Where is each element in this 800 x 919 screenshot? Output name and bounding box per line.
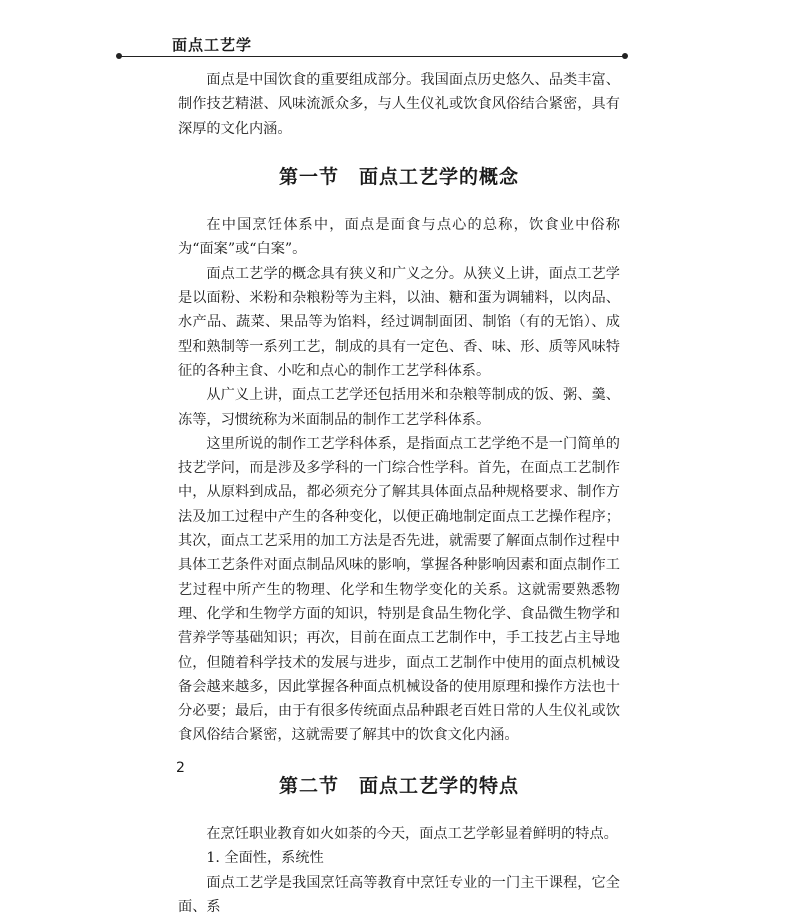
section-1-paragraph-2: 面点工艺学的概念具有狭义和广义之分。从狭义上讲，面点工艺学是以面粉、米粉和杂粮粉等为主料，以油、糖和蛋为调辅料，以肉品、水产品、蔬菜、果品等为馅料，经过调制面团、制馅（有的无馅）、成型和熟制等一系列工艺，制成的具有一定色、香、味、形、质等风味特征的各种主食、小吃和点心的制作工艺学科体系。 xyxy=(178,265,620,379)
section-2-intro: 在烹饪职业教育如火如荼的今天，面点工艺学彰显着鲜明的特点。 xyxy=(206,826,618,843)
section-1-title: 第一节 面点工艺学的概念 xyxy=(278,165,519,188)
section-1-paragraph-3: 从广义上讲，面点工艺学还包括用米和杂粮等制成的饭、粥、羹、冻等，习惯统称为米面制品的制作工艺学科体系。 xyxy=(178,387,620,428)
running-header: 面点工艺学 xyxy=(172,36,253,54)
section-2-paragraph: 面点工艺学是我国烹饪高等教育中烹饪专业的一门主干课程，它全面、系 xyxy=(178,874,620,915)
header-rule xyxy=(118,56,626,57)
section-1-paragraph-1: 在中国烹饪体系中，面点是面食与点心的总称，饮食业中俗称为“面案”或“白案”。 xyxy=(178,217,620,258)
section-1-paragraph-4: 这里所说的制作工艺学科体系，是指面点工艺学绝不是一门简单的技艺学问，而是涉及多学科的一门综合性学科。首先，在面点工艺制作中，从原料到成品，都必须充分了解其具体面点品种规格要求、制作方法及加工过程中产生的各种变化，以便正确地制定面点工艺操作程序；其次，面点工艺采用的加工方法是否先进，就需要了解面点制作过程中具体工艺条件对面点制品风味的影响，掌握各种影响因素和面点制作工艺过程中所产生的物理、化学和生物学变化的关系。这就需要熟悉物理、化学和生物学方面的知识，特别是食品生物化学、食品微生物学和营养学等基础知识；再次，目前在面点工艺制作中，手工技艺占主导地位，但随着科学技术的发展与进步，面点工艺制作中使用的面点机械设备会越来越多，因此掌握各种面点机械设备的使用原理和操作方法也十分必要；最后，由于有很多传统面点品种跟老百姓日常的人生仪礼或饮食风俗结合紧密，这就需要了解其中的饮食文化内涵。 xyxy=(178,435,620,744)
section-2-subheading: 1. 全面性，系统性 xyxy=(206,850,324,867)
intro-paragraph: 面点是中国饮食的重要组成部分。我国面点历史悠久、品类丰富、制作技艺精湛、风味流派众多，与人生仪礼或饮食风俗结合紧密，具有深厚的文化内涵。 xyxy=(178,72,620,137)
page-number: 2 xyxy=(176,760,185,776)
section-2-title: 第二节 面点工艺学的特点 xyxy=(278,774,519,797)
page-content xyxy=(178,68,620,919)
